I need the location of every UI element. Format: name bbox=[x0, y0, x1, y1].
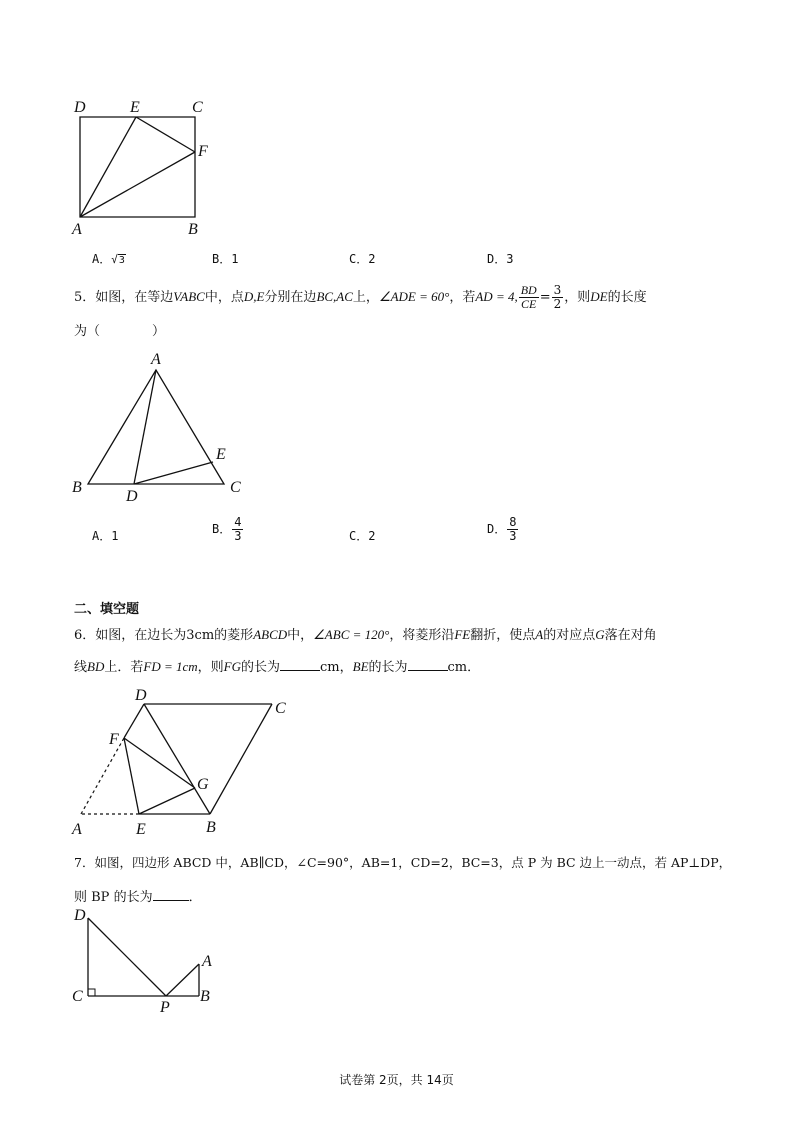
q5-option-d-num: 8 bbox=[509, 515, 517, 529]
label-e: E bbox=[130, 99, 140, 116]
segment-ef bbox=[136, 117, 195, 152]
q5-option-c: C．2 bbox=[349, 529, 376, 543]
q6-text-8: 线 bbox=[74, 660, 88, 675]
q4-option-d: D．3 bbox=[487, 252, 514, 266]
q6-text-6: 的对应点 bbox=[543, 628, 596, 643]
q6-text-2: 的菱形 bbox=[214, 628, 254, 643]
q6-line1 bbox=[74, 624, 657, 643]
q6-abcd: ABCD bbox=[253, 627, 288, 642]
q5-points: D,E bbox=[243, 289, 265, 304]
q6-text-12: 的长为 bbox=[368, 660, 408, 675]
q5-option-b-den: 3 bbox=[234, 529, 242, 543]
label-c: C bbox=[275, 700, 286, 717]
q5-frac2-den: 2 bbox=[553, 297, 562, 311]
q6-fg: FG bbox=[223, 659, 241, 674]
segment-fg bbox=[124, 738, 195, 788]
q6-text-7: 落在对角 bbox=[604, 628, 657, 643]
q5-sides: BC,AC bbox=[316, 289, 353, 304]
label-b: B bbox=[206, 819, 216, 836]
q6-side-length: 3cm bbox=[186, 628, 215, 643]
q6-point-g: G bbox=[595, 627, 605, 642]
label-a: A bbox=[202, 953, 212, 970]
segment-eg bbox=[139, 788, 195, 814]
q5-frac1-den: CE bbox=[521, 297, 537, 311]
segment-ae bbox=[80, 117, 136, 217]
segment-pa bbox=[166, 964, 199, 996]
label-d: D bbox=[74, 99, 86, 116]
q6-line2 bbox=[74, 656, 480, 675]
q5-equals: = bbox=[539, 290, 551, 305]
label-c: C bbox=[72, 988, 83, 1005]
q5-option-b-num: 4 bbox=[234, 515, 242, 529]
q6-text-11: 的长为 bbox=[241, 660, 281, 675]
q5-text-4: 上， bbox=[352, 290, 379, 305]
q6-text-9: 上．若 bbox=[104, 660, 144, 675]
segment-fe bbox=[124, 738, 139, 814]
label-g: G bbox=[197, 776, 209, 793]
segment-af-dashed bbox=[81, 738, 124, 814]
segment-ad bbox=[134, 370, 156, 484]
q6-be: BE bbox=[352, 659, 369, 674]
q7-line1: 7．如图，四边形 ABCD 中，AB∥CD，∠C=90°，AB=1，CD=2，BC=3，点 P 为 BC 边上一动点，若 AP⊥DP， bbox=[74, 855, 732, 870]
q6-fe: FE bbox=[454, 627, 471, 642]
q4-option-b: B．1 bbox=[212, 252, 239, 266]
q4-option-a-prefix: A． bbox=[92, 252, 112, 266]
q5-text-5: ，若 bbox=[449, 290, 476, 305]
q6-angle: ∠ABC = 120° bbox=[313, 627, 390, 642]
segment-cb bbox=[210, 704, 272, 814]
label-f: F bbox=[198, 143, 208, 160]
label-d: D bbox=[126, 488, 138, 505]
q6-answer-blank-2[interactable] bbox=[408, 659, 448, 671]
page-footer: 试卷第 2页，共 14页 bbox=[339, 1073, 454, 1087]
q5-frac2-num: 3 bbox=[553, 283, 562, 297]
q7-text-2: ． bbox=[188, 890, 202, 905]
label-e: E bbox=[216, 446, 226, 463]
q5-text-7: 的长度 bbox=[607, 290, 647, 305]
q5-fraction-bd-ce bbox=[519, 284, 539, 311]
q5-triangle: VABC bbox=[173, 289, 205, 304]
q5-text-2: 中，点 bbox=[204, 290, 244, 305]
q6-point-a: A bbox=[535, 627, 544, 642]
q7-line2 bbox=[74, 886, 202, 905]
q6-text-4: ，将菱形沿 bbox=[389, 628, 455, 643]
q5-line2: 为（ ） bbox=[74, 324, 166, 339]
q5-text-3: 分别在边 bbox=[264, 290, 317, 305]
q5-text-6: ，则 bbox=[564, 290, 591, 305]
q5-option-b bbox=[212, 516, 244, 543]
triangle-abc bbox=[88, 370, 224, 484]
rectangle-abcd bbox=[80, 117, 195, 217]
q5-option-d-den: 3 bbox=[509, 529, 517, 543]
q6-text-1: 6．如图，在边长为 bbox=[74, 628, 187, 643]
label-f: F bbox=[109, 731, 119, 748]
label-a: A bbox=[72, 221, 82, 238]
segment-fd bbox=[124, 704, 144, 738]
q7-answer-blank[interactable] bbox=[153, 889, 189, 901]
figure-q4-rectangle bbox=[60, 92, 220, 242]
figure-q5-triangle bbox=[66, 346, 256, 510]
q6-text-10: ，则 bbox=[197, 660, 224, 675]
q5-fraction-3-2 bbox=[552, 284, 564, 311]
label-a: A bbox=[72, 821, 82, 838]
q6-bd: BD bbox=[87, 659, 105, 674]
q5-option-a: A．1 bbox=[92, 529, 119, 543]
figure-q7-trapezoid bbox=[66, 904, 226, 1016]
segment-af bbox=[80, 152, 195, 217]
q5-text-1: 5．如图，在等边 bbox=[74, 290, 174, 305]
q4-option-a-radicand: 3 bbox=[118, 255, 125, 266]
label-a: A bbox=[151, 351, 161, 368]
q6-fd: FD = 1cm bbox=[143, 659, 198, 674]
label-e: E bbox=[136, 821, 146, 838]
q5-option-d-fraction bbox=[507, 516, 518, 543]
section-heading-fill-in: 二、填空题 bbox=[74, 602, 140, 617]
q6-text-5: 翻折，使点 bbox=[470, 628, 536, 643]
q6-text-3: 中， bbox=[287, 628, 314, 643]
q5-angle: ∠ADE = 60° bbox=[378, 289, 450, 304]
q4-option-a: A．√3 bbox=[92, 252, 125, 266]
segment-de bbox=[134, 462, 213, 484]
q5-option-d-prefix: D． bbox=[487, 522, 507, 536]
right-angle-mark bbox=[88, 989, 95, 996]
label-c: C bbox=[192, 99, 203, 116]
q5-option-b-prefix: B． bbox=[212, 522, 232, 536]
label-b: B bbox=[200, 988, 210, 1005]
q5-de: DE bbox=[590, 289, 608, 304]
q6-unit-1: cm， bbox=[320, 660, 353, 675]
label-b: B bbox=[188, 221, 198, 238]
q5-line1 bbox=[74, 284, 647, 311]
label-b: B bbox=[72, 479, 82, 496]
figure-q6-rhombus bbox=[64, 682, 304, 842]
label-d: D bbox=[135, 687, 147, 704]
q5-option-b-fraction bbox=[232, 516, 243, 543]
q5-frac1-num: BD bbox=[520, 283, 537, 297]
q5-option-d bbox=[487, 516, 519, 543]
segment-dp bbox=[88, 918, 166, 996]
label-c: C bbox=[230, 479, 241, 496]
q5-ad: AD = 4, bbox=[475, 289, 518, 304]
q6-unit-2: cm． bbox=[447, 660, 481, 675]
label-d: D bbox=[74, 907, 86, 924]
q4-option-c: C．2 bbox=[349, 252, 376, 266]
q7-text-1: 则 BP 的长为 bbox=[74, 890, 153, 905]
label-p: P bbox=[160, 999, 170, 1016]
q6-answer-blank-1[interactable] bbox=[280, 659, 320, 671]
